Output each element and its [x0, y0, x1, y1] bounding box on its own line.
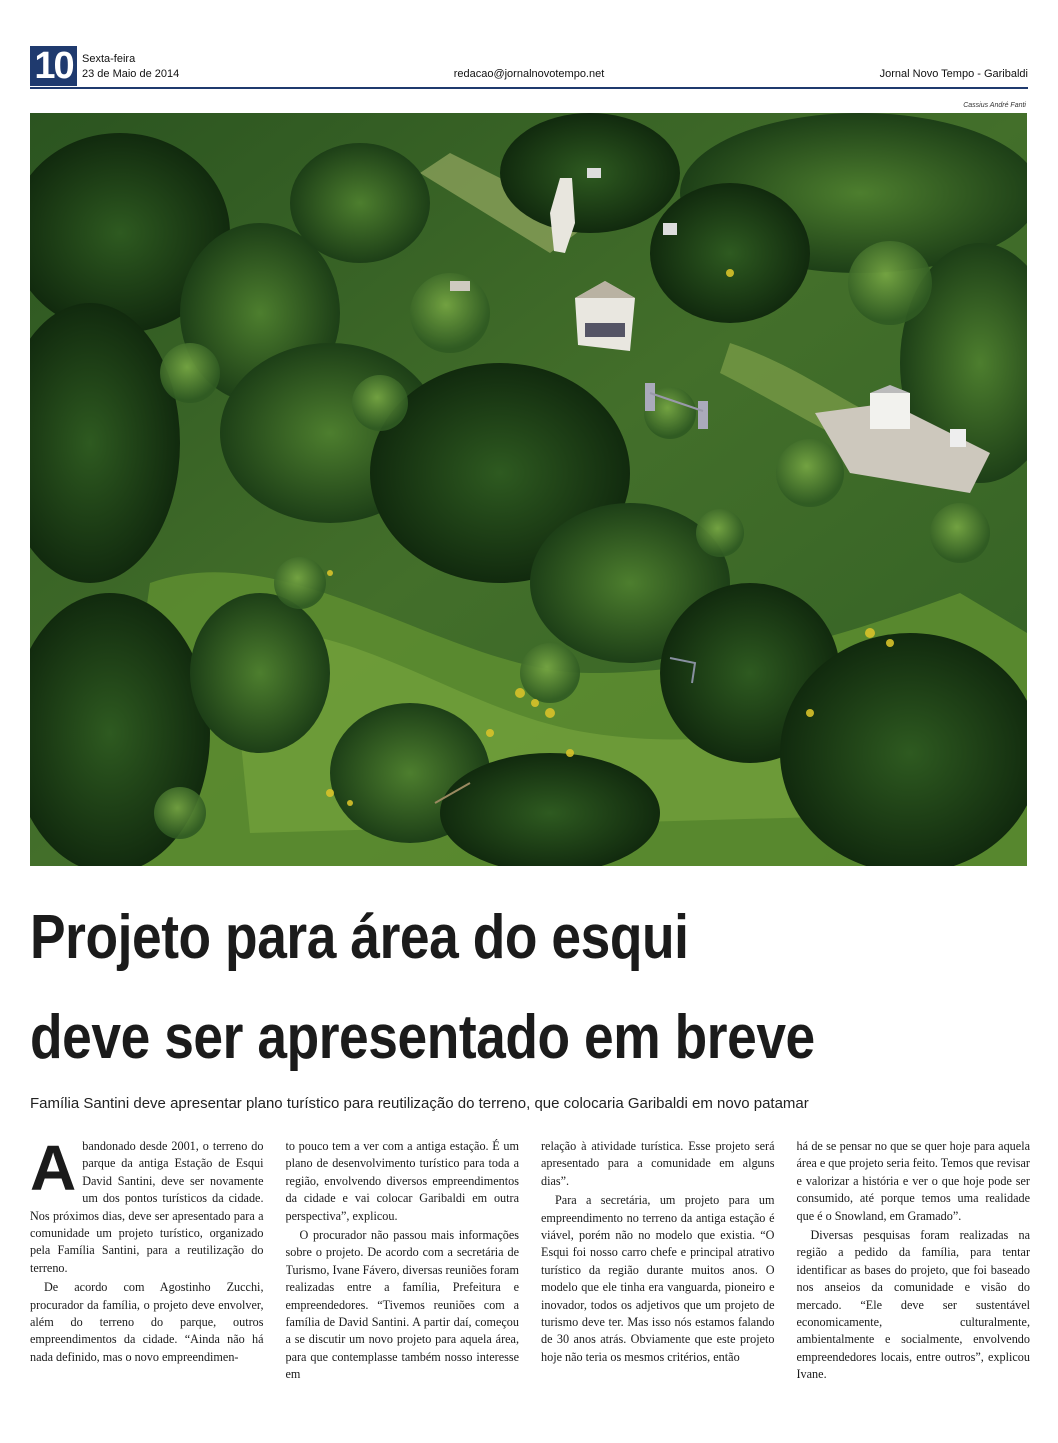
paragraph: Para a secretária, um projeto para um empreendimento no terreno da antiga estação é viável, porém não no modelo que existia. “O Esqui foi nosso carro chefe e principal atrativo turístico da região durante muitos anos. O modelo que ele tinha era vanguarda, pioneiro e inovador, todos os adjetivos que um projeto de turismo deve ter. Mas isso nós estamos falando de 30 anos atrás. Obviamente que este projeto hoje não teria os mesmos critérios, então: [541, 1193, 775, 1364]
paragraph: De acordo com Agostinho Zucchi, procurador da família, o projeto deve envolver, além do terreno do parque, outros empreendimentos da cidade. “Ainda não há nada definido, mas o novo empreendimen-: [30, 1280, 264, 1364]
page-number: 10: [30, 46, 77, 86]
article-body: [30, 1138, 1030, 1398]
aerial-photo: [30, 113, 1027, 866]
paragraph-text: bandonado desde 2001, o terreno do parque da antiga Estação de Esqui David Santini, deve ser novamente um dos pontos turísticos da cidade. Nos próximos dias, deve ser apresentado para a comunidade um projeto turístico, organizado pela Família Santini, para a reutilização do terreno.: [30, 1139, 264, 1275]
header-email[interactable]: redacao@jornalnovotempo.net: [453, 68, 605, 80]
drop-cap: A: [30, 1138, 77, 1204]
body-column-2: [286, 1138, 520, 1398]
body-column-1: [30, 1138, 264, 1398]
paragraph: to pouco tem a ver com a antiga estação. É um plano de desenvolvimento turístico para toda a região, envolvendo diversos empreendimentos da cidade e vai colocar Garibaldi em outra perspectiva”, explicou.: [285, 1139, 519, 1223]
header-date: 23 de Maio de 2014: [82, 68, 180, 80]
paragraph: O procurador não passou mais informações sobre o projeto. De acordo com a secretária de Turismo, Ivane Fávero, diversas reuniões foram realizadas entre a família, Prefeitura e empreendedores. “Tivemos reuniões com a família de David Santini. A partir daí, começou a se discutir um novo projeto para aquela área, para que contemplasse também nosso interesse em: [285, 1228, 519, 1382]
paragraph: relação à atividade turística. Esse projeto será apresentado para a comunidade em alguns dias”.: [541, 1139, 775, 1188]
header-divider: [30, 87, 1028, 89]
article-headline: [30, 888, 890, 1088]
paragraph: há de se pensar no que se quer hoje para aquela área e que projeto seria feito. Temos que revisar e valorizar a história e ver o que hoje pode ser consumido, até porque temos uma realidade que é o Snowland, em Gramado”.: [796, 1139, 1030, 1223]
header-day: Sexta-feira: [82, 53, 136, 65]
photo-credit: Cassius André Fanti: [963, 102, 1026, 109]
body-column-4: [797, 1138, 1031, 1398]
headline-line-1: Projeto para área do esqui: [30, 903, 689, 972]
headline-line-2: deve ser apresentado em breve: [30, 1003, 815, 1072]
paragraph: Diversas pesquisas foram realizadas na região a pedido da família, para tentar identificar as bases do projeto, que foi baseado nos anseios da comunidade e visão do mercado. “Ele deve ser sustentável economicamente, culturalmente, ambientalmente e socialmente, envolvendo empreendedores locais, entre outros”, explicou Ivane.: [796, 1228, 1030, 1382]
body-column-3: [541, 1138, 775, 1398]
newspaper-name: Jornal Novo Tempo - Garibaldi: [879, 68, 1028, 80]
article-subhead: Família Santini deve apresentar plano turístico para reutilização do terreno, que colocaria Garibaldi em novo patamar: [30, 1095, 809, 1112]
paragraph: [30, 1138, 264, 1277]
